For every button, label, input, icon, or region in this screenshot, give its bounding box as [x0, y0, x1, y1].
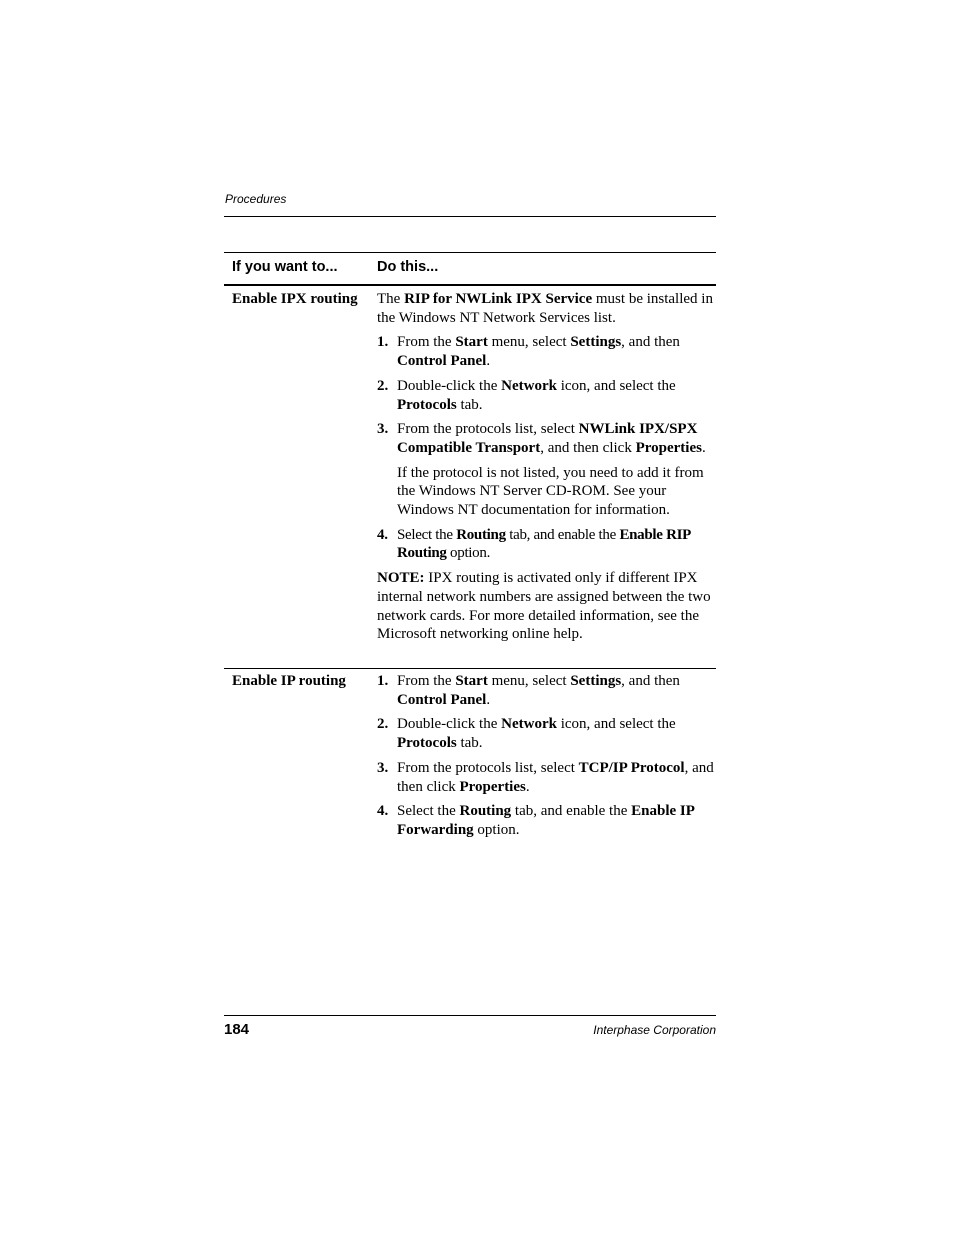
list-item [377, 759, 717, 796]
list-item [377, 802, 717, 839]
task-label: Enable IPX routing [232, 291, 358, 307]
step-text: Double-click the Network icon, and select the Protocols tab. [397, 716, 676, 752]
step-text: Select the Routing tab, and enable the Enable IP Forwarding option. [397, 803, 695, 838]
list-item [377, 672, 717, 709]
intro-paragraph: The RIP for NWLink IPX Service must be installed in the Windows NT Network Services list. [377, 291, 713, 326]
step-text: From the Start menu, select Settings, and then Control Panel. [397, 673, 680, 708]
row-ip-instructions [377, 672, 717, 840]
footer-rule [224, 1015, 716, 1016]
list-item [377, 526, 717, 563]
step-number: 2. [377, 716, 389, 733]
list-item [377, 377, 717, 414]
step-number: 1. [377, 673, 389, 689]
page-number: 184 [224, 1021, 250, 1038]
step-number: 2. [377, 377, 389, 394]
column-header-task: If you want to... [232, 259, 338, 275]
list-item [377, 715, 717, 752]
step-text: From the Start menu, select Settings, and then Control Panel. [397, 334, 680, 370]
task-label: Enable IP routing [232, 673, 346, 689]
table-header-rule [224, 284, 716, 286]
running-header: Procedures [225, 192, 287, 206]
step-text: Select the Routing tab, and enable the Enable RIP Routing option. [397, 526, 691, 562]
step-number: 4. [377, 526, 388, 543]
row-ipx-instructions [377, 290, 717, 644]
column-header-action: Do this... [377, 259, 439, 275]
note-paragraph: NOTE: IPX routing is activated only if different IPX internal network numbers are assigned between the two network cards. For more detailed information, see the Microsoft networking online help. [377, 570, 711, 643]
step-text: From the protocols list, select TCP/IP Protocol, and then click Properties. [397, 759, 714, 795]
row-divider [224, 668, 716, 669]
step-sub-paragraph: If the protocol is not listed, you need to add it from the Windows NT Server CD-ROM. See your Windows NT documentation for information. [397, 464, 704, 519]
header-rule [224, 216, 716, 217]
list-item [377, 420, 717, 457]
step-number: 3. [377, 421, 389, 438]
step-text: From the protocols list, select NWLink IPX/SPX Compatible Transport, and then click Properties. [397, 421, 706, 456]
step-number: 4. [377, 803, 389, 820]
step-text: Double-click the Network icon, and select the Protocols tab. [397, 377, 676, 413]
list-item [377, 333, 717, 370]
footer-company: Interphase Corporation [593, 1023, 716, 1037]
step-number: 3. [377, 759, 389, 776]
table-top-rule [224, 252, 716, 253]
step-number: 1. [377, 334, 389, 351]
